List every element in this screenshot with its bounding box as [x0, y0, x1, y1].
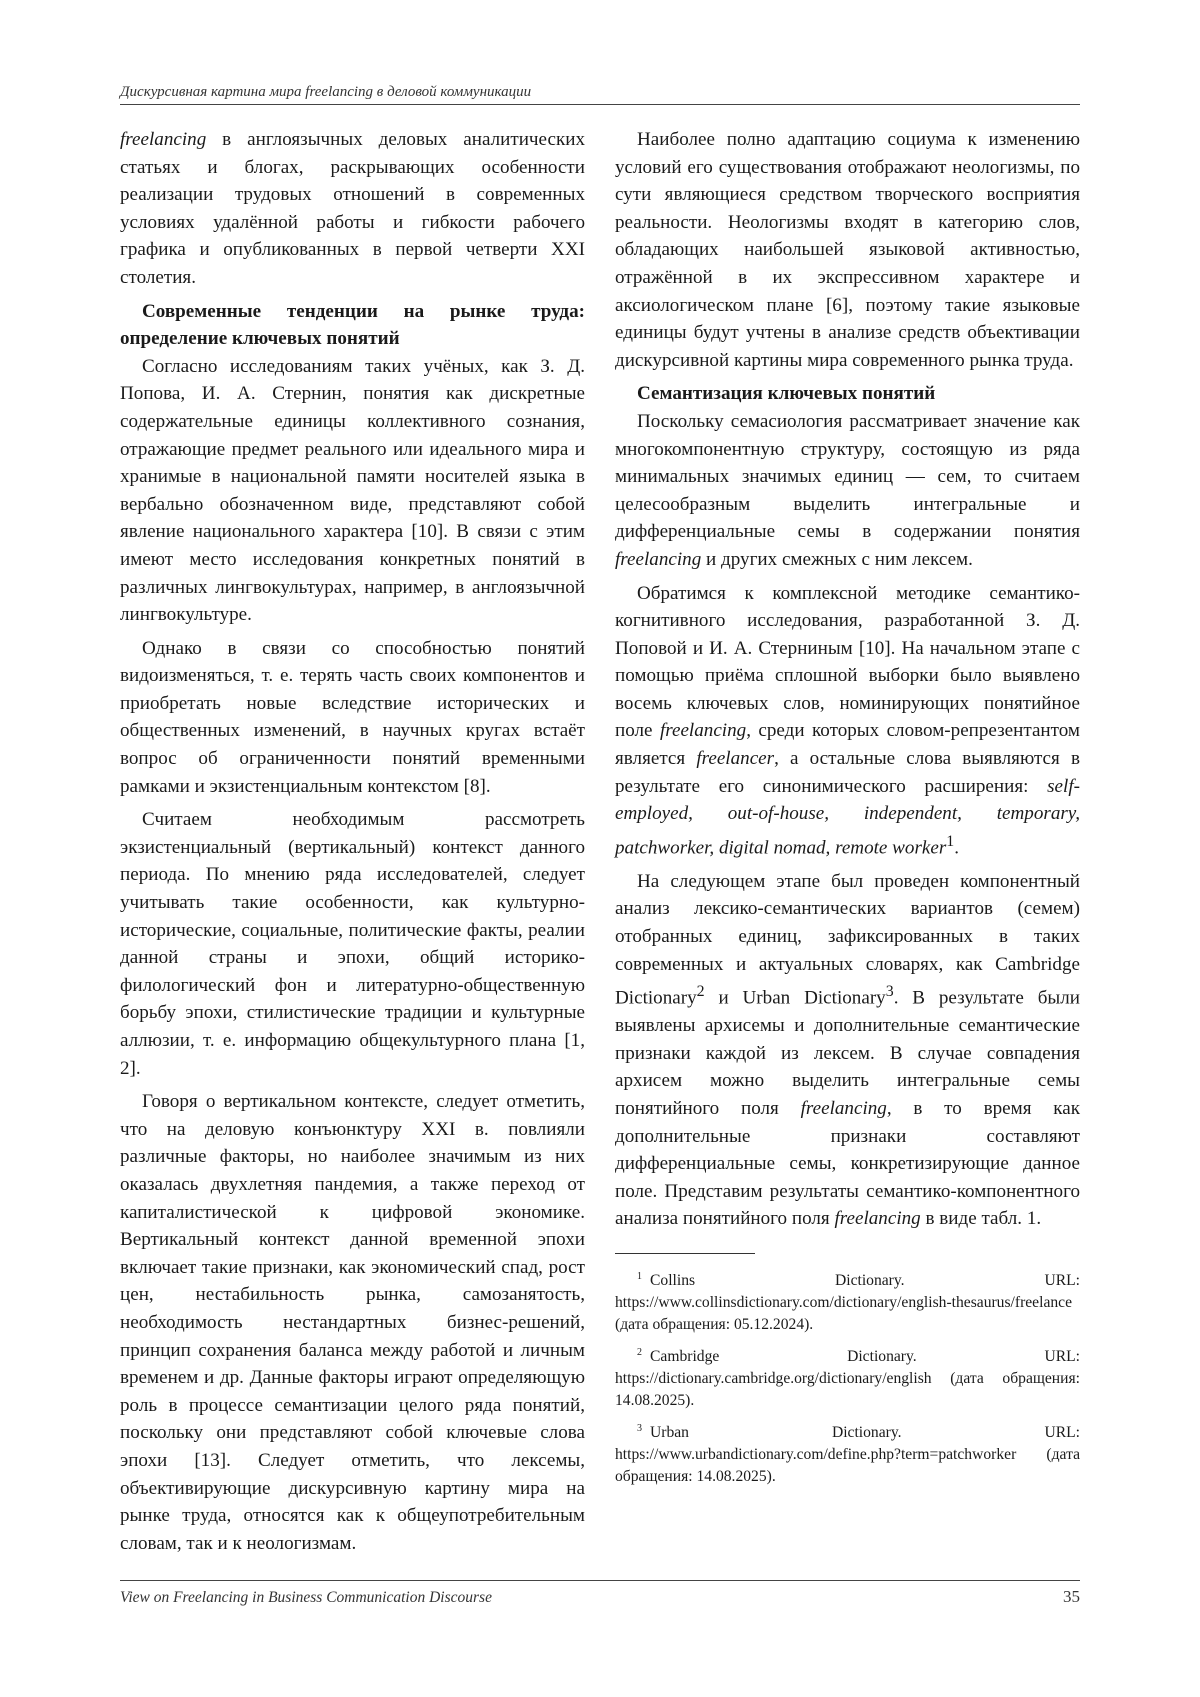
paragraph: Обратимся к комплексной методике семантико-когнитивного исследования, разработанной З. Д. Поповой и И. А. Стерниным [10]. На начальном этапе с помощью приёма сплошной выборки было выявлено восемь ключевых слов, номинирующих понятийное поле freelancing, среди которых словом-репрезентантом является freelancer, а остальные слова выявляются в результате его синонимического расширения: self-employed, out-of-house, independent, temporary, patchworker, digital nomad, remote worker$^1$.: [615, 582, 1081, 859]
term-freelancing: freelancing: [615, 548, 702, 570]
running-footer: View on Freelancing in Business Communication Discourse: [120, 1589, 492, 1606]
footnote: [615, 1418, 1080, 1488]
section-heading: Современные тенденции на рынке труда: определение ключевых понятий: [120, 300, 585, 350]
header-rule: [120, 104, 1080, 105]
right-column: [615, 126, 1080, 1494]
page-number: 35: [1063, 1587, 1080, 1606]
footnote-number: 1: [637, 1270, 642, 1282]
paragraph: Поскольку семасиология рассматривает значение как многокомпонентную структуру, состоящую из ряда минимальных значимых единиц — сем, то считаем целесообразным выделить интегральные и дифференциальные семы в содержании понятия freelancing и других смежных с ним лексем.: [615, 410, 1080, 570]
footnote-text: Collins Dictionary. URL: https://www.collinsdictionary.com/dictionary/english-thesaurus/freelance (дата обращения: 05.12.2024).: [615, 1272, 1080, 1334]
footnote-text: Cambridge Dictionary. URL: https://dictionary.cambridge.org/dictionary/english (дата обращения: 14.08.2025).: [615, 1348, 1080, 1410]
paragraph: Говоря о вертикальном контексте, следует отметить, что на деловую конъюнктуру XXI в. повлияли различные факторы, но наиболее значимым из них оказалась двухлетняя пандемия, а также переход от капиталистической к цифровой экономике. Вертикальный контекст данной временной эпохи включает такие признаки, как экономический спад, рост цен, нестабильность рынка, самозанятость, необходимость нестандартных бизнес-решений, принцип сохранения баланса между работой и личным временем и др. Данные факторы играют определяющую роль в процессе семантизации целого ряда понятий, поскольку они представляют собой ключевые слова эпохи [13]. Следует отметить, что лексемы, объективирующие дискурсивную картину мира на рынке труда, относятся как к общеупотребительным словам, так и к неологизмам.: [120, 1091, 585, 1554]
term-freelancing: freelancing: [659, 720, 747, 742]
paragraph: Согласно исследованиям таких учёных, как З. Д. Попова, И. А. Стернин, понятия как дискретные содержательные единицы коллективного сознания, отражающие предмет реального или идеального мира и хранимые в национальной памяти носителей языка в вербально обозначенном виде, представляют собой явление национального характера [10]. В связи с этим имеют место исследования конкретных понятий в различных лингвокультурах, например, в англоязычной лингвокультуре.: [120, 355, 585, 626]
paragraph: Однако в связи со способностью понятий видоизменяться, т. е. терять часть своих компонентов и приобретать новые вследствие исторических и общественных изменений, в научных кругах встаёт вопрос об ограниченности понятий временными рамками и экзистенциальным контекстом [8].: [120, 637, 585, 797]
running-header: Дискурсивная картина мира freelancing в деловой коммуникации: [120, 84, 532, 100]
section-heading: Семантизация ключевых понятий: [637, 383, 936, 405]
footnote-number: 2: [637, 1347, 642, 1359]
footnote-ref[interactable]: 2: [696, 983, 705, 1001]
paragraph: На следующем этапе был проведен компонентный анализ лексико-семантических вариантов (семем) отобранных единиц, зафиксированных в таких современных и актуальных словарях, как Cambridge Dictionary$^2$ и Urban Dictionary$^3$. В результате были выявлены архисемы и дополнительные семантические признаки каждой из лексем. В случае совпадения архисем можно выделить интегральные семы понятийного поля freelancing, в то время как дополнительные признаки составляют дифференциальные семы, конкретизирующие данное поле. Представим результаты семантико-компонентного анализа понятийного поля freelancing в виде табл. 1.: [615, 870, 1081, 1230]
synonym-list: self-employed, out-of-house, independent, temporary, patchworker, digital nomad, remote worker: [615, 775, 1080, 859]
footnote: [615, 1266, 1080, 1336]
term-freelancer: freelancer: [696, 748, 775, 770]
footnote-ref[interactable]: 3: [885, 983, 894, 1001]
footer-rule: [120, 1580, 1080, 1581]
footnote: [615, 1342, 1080, 1412]
left-column: [120, 126, 585, 1563]
footnote-number: 3: [637, 1423, 642, 1435]
term-freelancing: freelancing: [834, 1208, 921, 1230]
term-freelancing: freelancing: [120, 129, 207, 150]
paragraph: Наиболее полно адаптацию социума к изменению условий его существования отображают неологизмы, по сути являющиеся средством творческого восприятия реальности. Неологизмы входят в категорию слов, обладающих наибольшей языковой активностью, отражённой в их экспрессивном характере и аксиологическом плане [6], поэтому такие языковые единицы будут учтены в анализе средств объективации дискурсивной картины мира современного рынка труда.: [615, 129, 1080, 371]
footnote-ref[interactable]: 1: [946, 832, 955, 850]
paragraph: freelancing в англоязычных деловых аналитических статьях и блогах, раскрывающих особенности реализации трудовых отношений в современных условиях удалённой работы и гибкости рабочего графика и опубликованных в первой четверти XXI столетия.: [120, 129, 585, 288]
footnote-rule: [615, 1253, 755, 1254]
term-freelancing: freelancing: [800, 1097, 887, 1119]
paragraph: Считаем необходимым рассмотреть экзистенциальный (вертикальный) контекст данного периода. По мнению ряда исследователей, следует учитывать такие особенности, как культурно-исторические, социальные, политические факты, реалии данной страны и эпохи, общий историко-филологический фон и литературно-общественную борьбу эпохи, стилистические традиции и культурные аллюзии, т. е. информацию общекультурного плана [1, 2].: [120, 809, 585, 1079]
footnote-text: Urban Dictionary. URL: https://www.urbandictionary.com/define.php?term=patchworker (дата обращения: 14.08.2025).: [615, 1424, 1080, 1486]
